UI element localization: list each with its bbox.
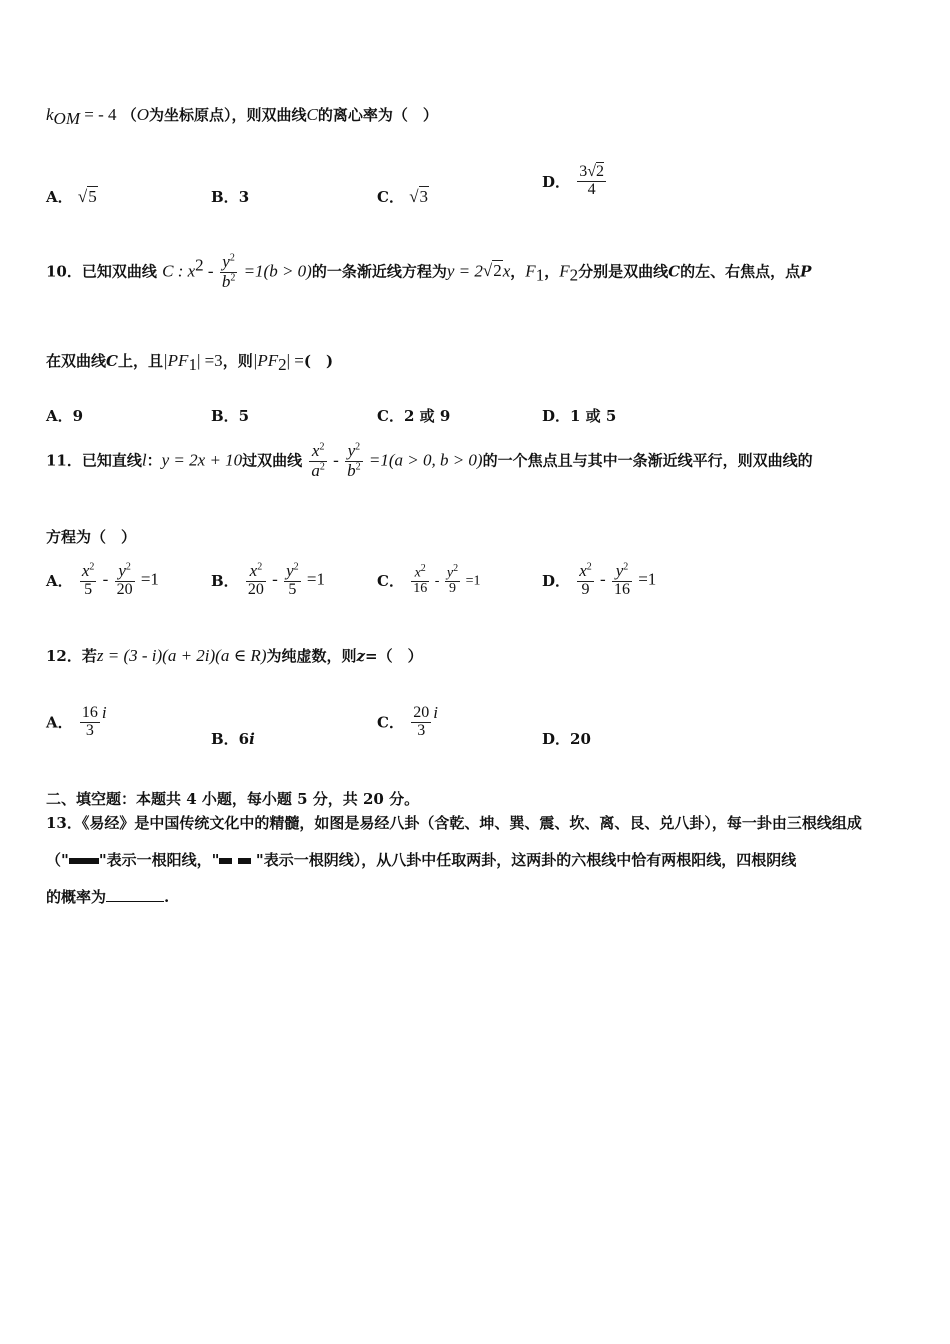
- q10-c: C: [668, 262, 681, 281]
- q13-l3-a: 的概率为: [46, 888, 107, 906]
- q12-text1: 为纯虚数，则: [266, 647, 357, 665]
- q12-number: 12．若: [46, 647, 97, 665]
- q10-text3: 的左、右焦点，点: [680, 262, 801, 281]
- q10-eq-frac: $\frac{y^2}{b^2}$: [221, 252, 236, 291]
- q11-number: 11．已知直线: [46, 451, 142, 470]
- q9-k: k: [46, 105, 54, 124]
- q11-option-c: C． $\frac{x^2}{16}$ - $\frac{y^2}{9}$ =1: [377, 563, 481, 597]
- q11-a-tail: =1: [136, 569, 159, 589]
- q12-c-den: 3: [411, 722, 431, 740]
- q11-minus: -: [328, 450, 344, 470]
- q10-option-d: D．1 或 5: [542, 407, 617, 425]
- q9-c-label: C．: [377, 188, 404, 206]
- q12-a-label: A．: [46, 713, 73, 732]
- q10-sep2: ，: [544, 262, 560, 281]
- q12-z: z: [356, 647, 366, 665]
- q9-c-sqrt: √3: [409, 187, 429, 206]
- q9-d-frac: $\frac{3√2}{4}$: [579, 163, 605, 198]
- q9-b-label: B．: [211, 188, 239, 206]
- q12-expr: z = (3 - i)(a + 2i)(a ∈ R): [96, 646, 267, 665]
- q9-C: C: [306, 105, 318, 124]
- q9-d-rad: 2: [596, 163, 605, 180]
- q9-option-c: [377, 186, 429, 207]
- q11-d-den1: 9: [581, 580, 590, 598]
- q10-option-a: A．9: [46, 407, 84, 425]
- q11-b-den2: 5: [288, 580, 297, 598]
- q9-a-rad: 5: [88, 187, 97, 206]
- q11-cond: =1(a > 0, b > 0): [364, 450, 483, 470]
- q11-frac1: $\frac{x^2}{a^2}$: [311, 441, 325, 480]
- q11-c-den1: 16: [413, 581, 428, 597]
- q11-a-label: A．: [46, 571, 73, 590]
- q11-frac2-den: b: [347, 460, 356, 480]
- q11-option-b: B． $\frac{x^2}{20}$ - $\frac{y^2}{5}$ =1: [211, 561, 325, 598]
- q10-paren: ( ): [303, 352, 334, 370]
- q11-b-label: B．: [211, 571, 239, 590]
- q9-paren: （: [121, 106, 137, 124]
- q11-text1: 过双曲线: [242, 451, 303, 470]
- q9-text1: 为坐标原点），则双曲线: [149, 106, 307, 124]
- q9-text2: 的离心率为（ ）: [317, 106, 438, 124]
- q11-c-label: C．: [377, 572, 404, 591]
- q10-frac-den: b: [221, 271, 231, 291]
- q11-frac1-den: a: [311, 460, 320, 480]
- q11-text2: 的一个焦点且与其中一条渐近线平行，则双曲线的: [482, 451, 813, 470]
- q10-stem-line1: 10．已知双曲线 C : $x^2$ - $\frac{y^2}{b^2}$ =1(b > 0)的一条渐近线方程为y = 2√2x，$F_1$，$F_2$分别是双曲线C的左、右焦点，点P: [46, 252, 812, 291]
- q10-pf2: |PF: [252, 351, 279, 370]
- q12-stem: [46, 645, 423, 666]
- q12-c-i: i: [433, 703, 438, 722]
- q10-l2-text2: 上，且: [117, 352, 163, 370]
- q10-frac-num: y: [222, 252, 230, 271]
- q10-f1: F: [525, 261, 536, 281]
- q10-eq-c: C : x: [162, 261, 196, 281]
- q13-l2-c: "表示一根阴线），从八卦中任取两卦，这两卦的六根线中恰有两根阳线，四根阴线: [250, 851, 797, 869]
- q12-option-a: [46, 703, 107, 739]
- q9-b-val: 3: [238, 188, 250, 206]
- q10-text1: 的一条渐近线方程为: [311, 262, 447, 281]
- q13-l2-a: （": [46, 851, 69, 869]
- yang-line-icon: [69, 858, 99, 864]
- q10-option-b: B．5: [211, 407, 250, 425]
- q12-option-b: [211, 728, 255, 749]
- q11-frac2: $\frac{y^2}{b^2}$: [347, 441, 361, 480]
- q11-line-eq: y = 2x + 10: [161, 450, 243, 470]
- q13-line1: 13．《易经》是中国传统文化中的精髓，如图是易经八卦（含乾、坤、巽、震、坎、离、艮、兑八卦），每一卦由三根线组成: [46, 814, 862, 832]
- q9-d-den: 4: [587, 180, 596, 198]
- q10-asym-x: x: [502, 261, 511, 281]
- q10-pf2-rest: | =: [286, 351, 304, 370]
- q9-stem: [46, 104, 438, 129]
- q9-option-a: [46, 186, 98, 207]
- q9-option-b: [211, 186, 249, 207]
- q11-frac1-num: x: [311, 441, 320, 460]
- q10-text2: 分别是双曲线: [578, 262, 669, 281]
- q11-d-tail: =1: [633, 569, 657, 589]
- yin-line-icon-left: [219, 858, 232, 864]
- q10-f2: F: [559, 261, 570, 281]
- q11-c-tail: =1: [462, 573, 481, 589]
- answer-blank[interactable]: [106, 901, 164, 902]
- q11-l: l: [141, 450, 147, 470]
- q11-b-den1: 20: [247, 580, 264, 598]
- q9-d-coef: 3: [579, 163, 588, 180]
- q13-line2: [46, 849, 796, 870]
- q12-option-c: [377, 703, 438, 739]
- q11-b-tail: =1: [302, 569, 325, 589]
- q12-a-num: 16: [81, 703, 98, 721]
- section-2-heading: 二、填空题：本题共 4 小题，每小题 5 分，共 20 分。: [46, 790, 420, 808]
- q11-stem-line1: [46, 442, 813, 481]
- q9-c-rad: 3: [419, 187, 429, 206]
- q10-eq-rest: =1(b > 0): [239, 261, 312, 281]
- q10-l2-c: C: [106, 352, 118, 370]
- q10-eq-minus: -: [203, 261, 218, 281]
- q12-c-num: 20: [413, 703, 430, 721]
- q9-k-val: = - 4: [80, 105, 117, 124]
- q10-asym-lhs: y = 2: [446, 261, 483, 281]
- q11-d-label: D．: [542, 571, 571, 590]
- q10-number: 10．已知双曲线: [46, 262, 157, 281]
- q11-a-den2: 20: [116, 580, 133, 598]
- q12-b-text: B．6: [211, 730, 250, 748]
- q12-text2: =（ ）: [365, 647, 423, 665]
- q13-l3-b: .: [164, 888, 170, 906]
- q10-asym-rad: 2: [493, 261, 502, 281]
- q11-option-d: D． $\frac{x^2}{9}$ - $\frac{y^2}{16}$ =1: [542, 561, 657, 598]
- q9-O: O: [136, 105, 150, 124]
- q10-p: P: [800, 262, 812, 281]
- q12-a-i: i: [101, 703, 107, 722]
- q13-line3: [46, 886, 169, 907]
- q11-stem-line2: 方程为（ ）: [46, 528, 137, 546]
- q9-a-sqrt: √5: [77, 187, 97, 206]
- q10-option-c: C．2 或 9: [377, 407, 451, 425]
- q11-frac2-num: y: [347, 441, 356, 460]
- q13-l2-b: "表示一根阳线，": [98, 851, 220, 869]
- q11-option-a: A． $\frac{x^2}{5}$ - $\frac{y^2}{20}$ =1: [46, 561, 159, 598]
- q11-c-den2: 9: [448, 581, 456, 597]
- q12-c-label: C．: [377, 713, 404, 732]
- q9-option-d: [542, 164, 608, 199]
- q12-a-den: 3: [80, 722, 100, 740]
- q10-stem-line2: 在双曲线C上，且$|PF_1| =3$，则$|PF_2|$ =( ): [46, 351, 334, 374]
- q10-l2-text3: ，则: [222, 352, 253, 370]
- q10-pf1-rest: | =3: [196, 351, 223, 370]
- q11-d-den2: 16: [613, 580, 630, 598]
- q9-d-label: D．: [542, 172, 571, 191]
- q11-a-den1: 5: [84, 580, 93, 598]
- q9-a-label: A．: [46, 188, 73, 206]
- q10-pf1: |PF: [162, 351, 189, 370]
- q10-l2-text1: 在双曲线: [46, 352, 107, 370]
- q9-k-sub: OM: [53, 109, 80, 128]
- q10-sep1: ，: [510, 262, 526, 281]
- yin-line-icon-right: [238, 858, 251, 864]
- q11-colon: ：: [146, 451, 162, 470]
- q12-b-i: i: [249, 730, 255, 748]
- q12-option-d: D．20: [542, 730, 591, 748]
